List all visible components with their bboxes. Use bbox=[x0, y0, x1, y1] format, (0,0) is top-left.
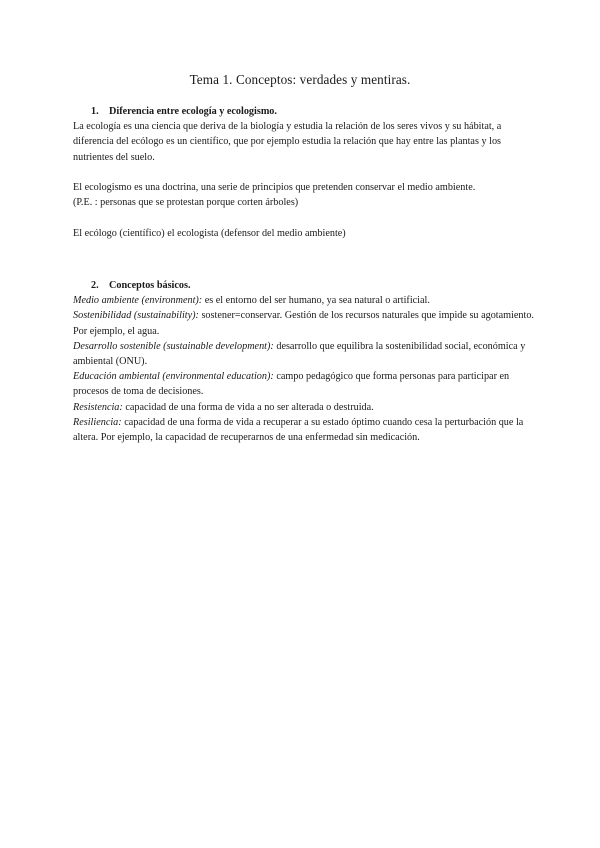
section-1-number: 1. bbox=[91, 106, 99, 117]
definition-text: capacidad de una forma de vida a recuperar a su estado óptimo cuando cesa la perturbación que la altera. Por ejemplo, la capacidad de recuperarnos de una enfermedad sin medicación. bbox=[73, 416, 524, 444]
definition-item bbox=[73, 308, 535, 338]
spacer bbox=[73, 165, 535, 180]
definition-term: Desarrollo sostenible (sustainable development): bbox=[73, 340, 274, 352]
section-1-heading bbox=[91, 104, 535, 119]
definition-text: desarrollo que equilibra la sostenibilidad social, económica y ambiental (ONU). bbox=[73, 340, 526, 367]
definition-term: Resiliencia: bbox=[73, 416, 122, 428]
document-title: Tema 1. Conceptos: verdades y mentiras. bbox=[189, 72, 411, 87]
spacer bbox=[73, 210, 535, 225]
definition-term: Medio ambiente (environment): bbox=[73, 295, 203, 307]
definition-text: es el entorno del ser humano, ya sea natural o artificial. bbox=[202, 295, 430, 307]
definition-text: sostener=conservar. Gestión de los recursos naturales que impide su agotamiento. Por ejemplo, el agua. bbox=[73, 310, 534, 337]
definition-text: capacidad de una forma de vida a no ser alterada o destruida. bbox=[122, 401, 374, 413]
definition-term: Resistencia: bbox=[73, 401, 123, 413]
paragraph-ecologo: El ecólogo (científico) el ecologista (defensor del medio ambiente) bbox=[73, 227, 346, 239]
definition-term: Educación ambiental (environmental education): bbox=[73, 371, 274, 383]
paragraph-ecologia: La ecología es una ciencia que deriva de la biología y estudia la relación de los seres vivos y su hábitat, a diferencia del ecólogo es un científico, que por ejemplo estudia la relación que hay entre las plantas y los nutrientes del suelo. bbox=[73, 121, 502, 163]
section-1-title: Diferencia entre ecología y ecologismo. bbox=[109, 106, 277, 117]
section-2-title: Conceptos básicos. bbox=[109, 279, 191, 291]
definition-term: Sostenibilidad (sustainability): bbox=[73, 310, 199, 322]
definition-item bbox=[73, 400, 535, 415]
document-body bbox=[73, 104, 535, 445]
paragraph-ecologismo-example: (P.E. : personas que se protestan porque corten árboles) bbox=[73, 197, 299, 209]
definition-item bbox=[73, 293, 535, 308]
section-2-number: 2. bbox=[91, 279, 99, 291]
definition-text: campo pedagógico que forma personas para participar en procesos de toma de decisiones. bbox=[73, 371, 510, 398]
definition-item bbox=[73, 339, 535, 369]
section-2-heading bbox=[91, 278, 535, 293]
spacer bbox=[73, 241, 535, 256]
definition-item bbox=[73, 415, 535, 445]
definition-item bbox=[73, 369, 535, 399]
spacer bbox=[73, 256, 535, 278]
paragraph-ecologismo: El ecologismo es una doctrina, una serie de principios que pretenden conservar el medio ambiente. bbox=[73, 182, 476, 193]
